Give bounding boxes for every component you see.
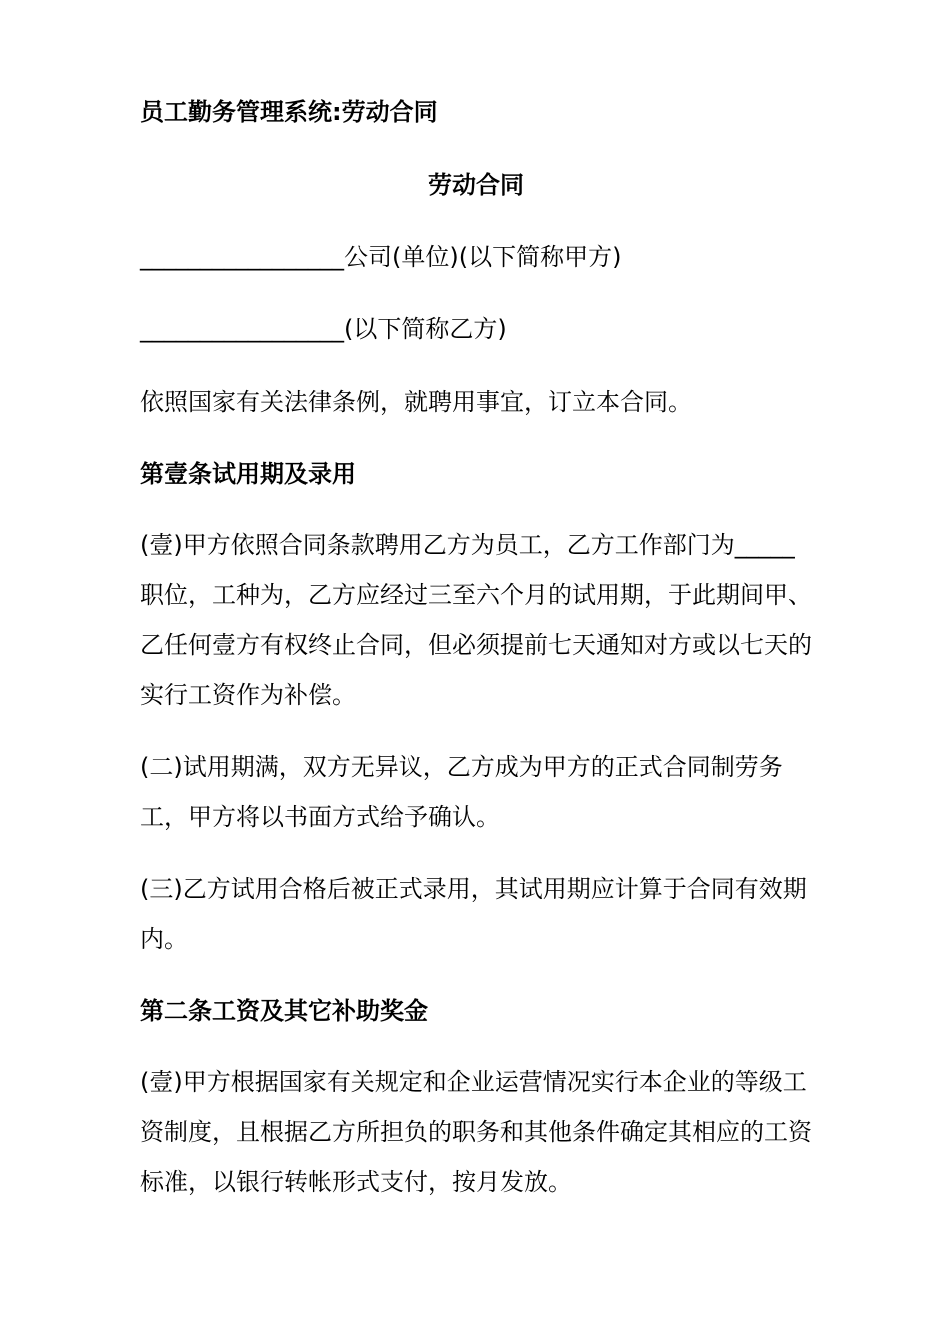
party-b-line: _________________(以下简称乙方) bbox=[140, 315, 507, 343]
article-2-heading: 第二条工资及其它补助奖金 bbox=[140, 997, 428, 1025]
party-a-line: _________________公司(单位)(以下简称甲方) bbox=[140, 243, 622, 271]
article-2-paragraph-1: (壹)甲方根据国家有关规定和企业运营情况实行本企业的等级工资制度，且根据乙方所担负的职务和其他条件确定其相应的工资标准，以银行转帐形式支付，按月发放。 bbox=[140, 1068, 812, 1196]
article-1-heading: 第壹条试用期及录用 bbox=[140, 460, 356, 488]
article-1-paragraph-1: (壹)甲方依照合同条款聘用乙方为员工，乙方工作部门为_____职位，工种为，乙方应经过三至六个月的试用期，于此期间甲、乙任何壹方有权终止合同，但必须提前七天通知对方或以七天的实行工资作为补偿。 bbox=[140, 531, 812, 709]
document-title: 员工勤务管理系统:劳动合同 bbox=[140, 98, 438, 126]
preamble: 依照国家有关法律条例，就聘用事宜，订立本合同。 bbox=[140, 388, 692, 416]
article-1-paragraph-2: (二)试用期满，双方无异议，乙方成为甲方的正式合同制劳务工，甲方将以书面方式给予确认。 bbox=[140, 753, 783, 831]
contract-title: 劳动合同 bbox=[428, 171, 524, 199]
article-1-paragraph-3: (三)乙方试用合格后被正式录用，其试用期应计算于合同有效期内。 bbox=[140, 875, 807, 953]
